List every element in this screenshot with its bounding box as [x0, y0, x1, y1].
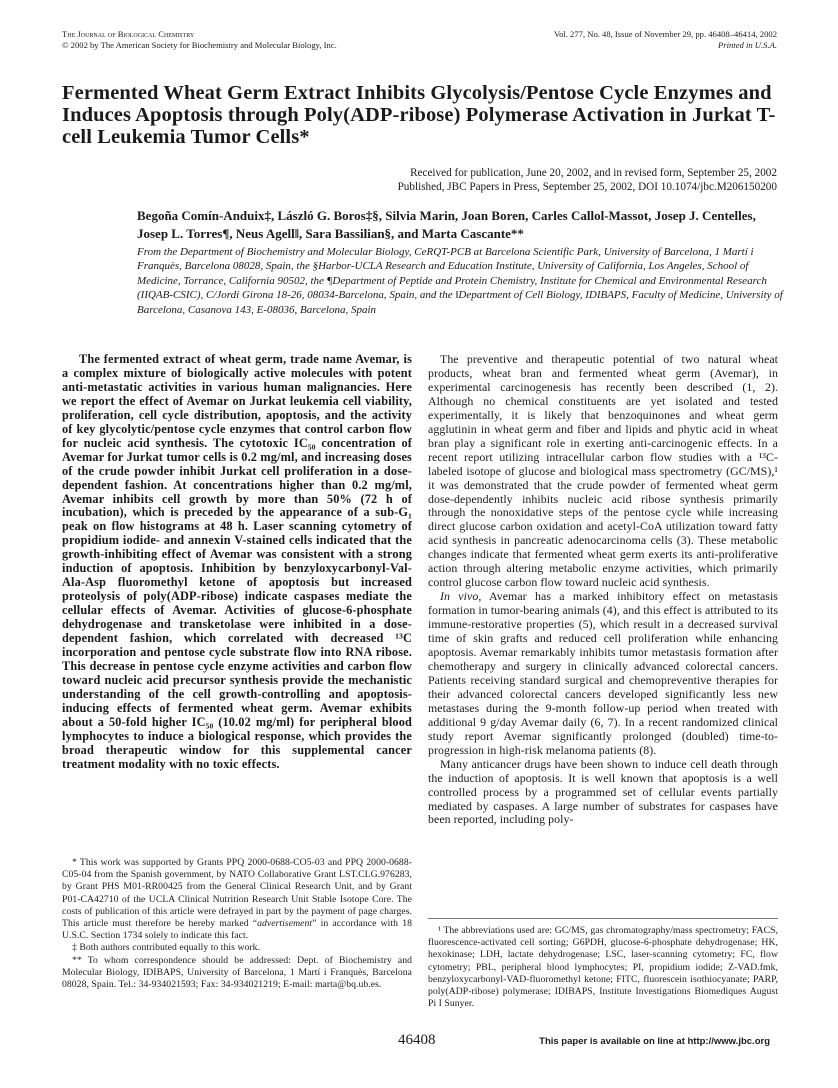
body-paragraph	[428, 590, 778, 757]
received-date: Received for publication, June 20, 2002, and in revised form, September 25, 2002	[410, 167, 777, 179]
author-list: Begoña Comín-Anduix‡, László G. Boros‡§, Silvia Marin, Joan Boren, Carles Callol-Massot, Josep J. Centelles, Josep L. Torres¶, Neus Agell‖, Sara Bassilian§, and Marta Cascante**	[137, 208, 756, 241]
italic-term: In vivo	[440, 589, 479, 604]
abstract-text: The fermented extract of wheat germ, trade name Avemar, is a complex mixture of biologically active molecules with potent anti-metastatic activities in various human malignancies. Here we report the effect of Avemar on Jurkat leukemia cell viability, proliferation, cell cycle distribution, apoptosis, and the activity of key glycolytic/pentose cycle enzymes that control carbon flow for nucleic acid synthesis. The cytotoxic IC₅₀ concentration of Avemar for Jurkat tumor cells is 0.2 mg/ml, and increasing doses of the crude powder inhibit Jurkat cell proliferation in a dose-dependent fashion. At concentrations higher than 0.2 mg/ml, Avemar inhibits cell growth by more than 50% (72 h of incubation), which is preceded by the appearance of a sub-G₁ peak on flow histograms at 48 h. Laser scanning cytometry of propidium iodide- and annexin V-stained cells indicated that the growth-inhibiting effect of Avemar was consistent with a strong induction of apoptosis. Inhibition by benzyloxycarbonyl-Val-Ala-Asp fluoromethyl ketone of apoptosis but increased proteolysis of poly(ADP-ribose) indicate caspases mediate the cellular effects of Avemar. Activities of glucose-6-phosphate dehydrogenase and transketolase were inhibited in a dose-dependent fashion, which correlated with decreased ¹³C incorporation and pentose cycle substrate flow into RNA ribose. This decrease in pentose cycle enzyme activities and carbon flow toward nucleic acid precursor synthesis provide the mechanistic understanding of the cell growth-controlling and apoptosis-inducing effects of fermented wheat germ. Avemar exhibits about a 50-fold higher IC₅₀ (10.02 mg/ml) for peripheral blood lymphocytes to induce a biological response, which provides the broad therapeutic window for this supplemental cancer treatment modality with no toxic effects.	[62, 352, 412, 771]
article-title: Fermented Wheat Germ Extract Inhibits Glycolysis/Pentose Cycle Enzymes and Induces Apoptosis through Poly(ADP-ribose) Polymerase Activation in Jurkat T-cell Leukemia Tumor Cells*	[62, 82, 776, 148]
body-paragraph: Many anticancer drugs have been shown to induce cell death through the induction of apoptosis. It is well known that apoptosis is a well controlled process by a programmed set of cellular events partially mediated by caspases. A large number of substrates for caspases have been reported, including poly-	[428, 756, 778, 827]
page-number: 46408	[398, 1032, 436, 1048]
abbreviations-footnote: ¹ The abbreviations used are: GC/MS, gas chromatography/mass spectrometry; FACS, fluorescence-activated cell sorting; G6PDH, glucose-6-phosphate dehydrogenase; HK, hexokinase; LDH, lactate dehydrogenase; LSC, laser-scanning cytometry; FC, flow cytometry; PBL, peripheral blood lymphocytes; PI, propidium iodide; Z-VAD.fmk, benzyloxycarbonyl-VAD-fluoromethyl ketone; FITC, fluorescein isothiocyanate; PARP, poly(ADP-ribose) polymerase; IDIBAPS, Institute Investigations Biomediques August Pi I Sunyer.	[428, 925, 778, 1010]
introduction	[428, 353, 778, 827]
running-header-left	[62, 29, 337, 51]
footnotes-left	[62, 857, 412, 991]
footnote-divider	[428, 918, 778, 919]
body-paragraph: The preventive and therapeutic potential of two natural wheat products, wheat bran and fermented wheat germ (Avemar), in experimental carcinogenesis has recently been described (1, 2). Although no chemical constituents are yet isolated and tested experimentally, it is likely that benzoquinones and wheat germ agglutinin in wheat germ and fiber and lipids and phytic acid in wheat bran play a significant role in exerting anti-carcinogenic effects. In a recent report utilizing intracellular carbon flow studies with a ¹³C-labeled isotope of glucose and biological mass spectrometry (GC/MS),¹ it was demonstrated that the crude powder of fermented wheat germ dose-dependently inhibits nucleic acid ribose synthesis primarily through the nonoxidative steps of the pentose cycle while increasing direct glucose carbon oxidation and acetyl-CoA utilization toward fatty acid synthesis in pancreatic adenocarcinoma cells (3). These metabolic changes indicate that fermented wheat germ exerts its anti-proliferative action through altering metabolic enzyme activities, which primarily control glucose carbon flow toward nucleic acid synthesis.	[428, 352, 778, 590]
footnotes-right	[428, 925, 778, 1010]
printed-in: Printed in U.S.A.	[718, 40, 777, 50]
abstract	[62, 353, 412, 772]
funding-text: * This work was supported by Grants PPQ 2000-0688-CO5-03 and PPQ 2000-0688-C05-04 from the Spanish government, by NATO Collaborative Grant LST.CLG.976283, by Grant PHS M01-RR00425 from the General Clinical Research Unit, and by Grant P01-CA42710 of the UCLA Clinical Nutrition Research Unit Stable Isotope Core. The costs of publication of this article were defrayed in part by the payment of page charges. This article must therefore be hereby marked “	[62, 857, 412, 930]
published-date: Published, JBC Papers in Press, September 25, 2002, DOI 10.1074/jbc.M206150200	[397, 181, 777, 193]
funding-text-end: ” in accordance with 18 U.S.C. Section 1734 solely to indicate this fact.	[62, 918, 413, 942]
equal-contribution-footnote: ‡ Both authors contributed equally to this work.	[72, 942, 261, 954]
publication-dates	[398, 166, 777, 194]
copyright: © 2002 by The American Society for Biochemistry and Molecular Biology, Inc.	[62, 40, 337, 50]
online-notice: This paper is available on line at http://www.jbc.org	[539, 1036, 770, 1047]
volume-info: Vol. 277, No. 48, Issue of November 29, pp. 46408–46414, 2002	[553, 29, 777, 39]
body-paragraph-text: , Avemar has a marked inhibitory effect on metastasis formation in tumor-bearing animals (4), and this effect is attributed to its immune-restorative properties (5), which result in a decreased survival time of skin grafts and reduced cell proliferation while enhancing apoptosis. Avemar remarkably inhibits tumor metastasis formation after chemotherapy and surgery in clinically advanced colorectal cancers. Patients receiving standard surgical and chemopreventive therapies for their advanced colorectal cancers developed significantly less new metastases during the 9-month follow-up period when treated with additional 9 g/day Avemar daily (6, 7). In a recent randomized clinical study report Avemar significantly prolonged (doubled) time-to-progression in high-risk melanoma patients (8).	[428, 589, 778, 757]
funding-italic: advertisement	[257, 918, 313, 930]
running-header-right	[554, 29, 777, 51]
affiliations: From the Department of Biochemistry and Molecular Biology, CeRQT-PCB at Barcelona Scientific Park, University of Barcelona, 1 Martí i Franquès, Barcelona 08028, Spain, the §Harbor-UCLA Research and Education Institute, University of California, Los Angeles, School of Medicine, Torrance, California 90502, the ¶Department of Peptide and Protein Chemistry, Institute for Chemical and Environmental Research (IIQAB-CSIC), C/Jordi Girona 18-26, 08034-Barcelona, Spain, and the ‖Department of Cell Biology, IDIBAPS, Faculty of Medicine, University of Barcelona, Casanova 143, E-08036, Barcelona, Spain	[137, 246, 783, 316]
journal-name: The Journal of Biological Chemistry	[62, 29, 195, 39]
funding-footnote	[62, 857, 412, 942]
correspondence-footnote: ** To whom correspondence should be addressed: Dept. of Biochemistry and Molecular Biology, IDIBAPS, University of Barcelona, 1 Martí i Franquès, Barcelona 08028, Spain. Tel.: 34-934021593; Fax: 34-934021219; E-mail: marta@bq.ub.es.	[62, 954, 412, 991]
